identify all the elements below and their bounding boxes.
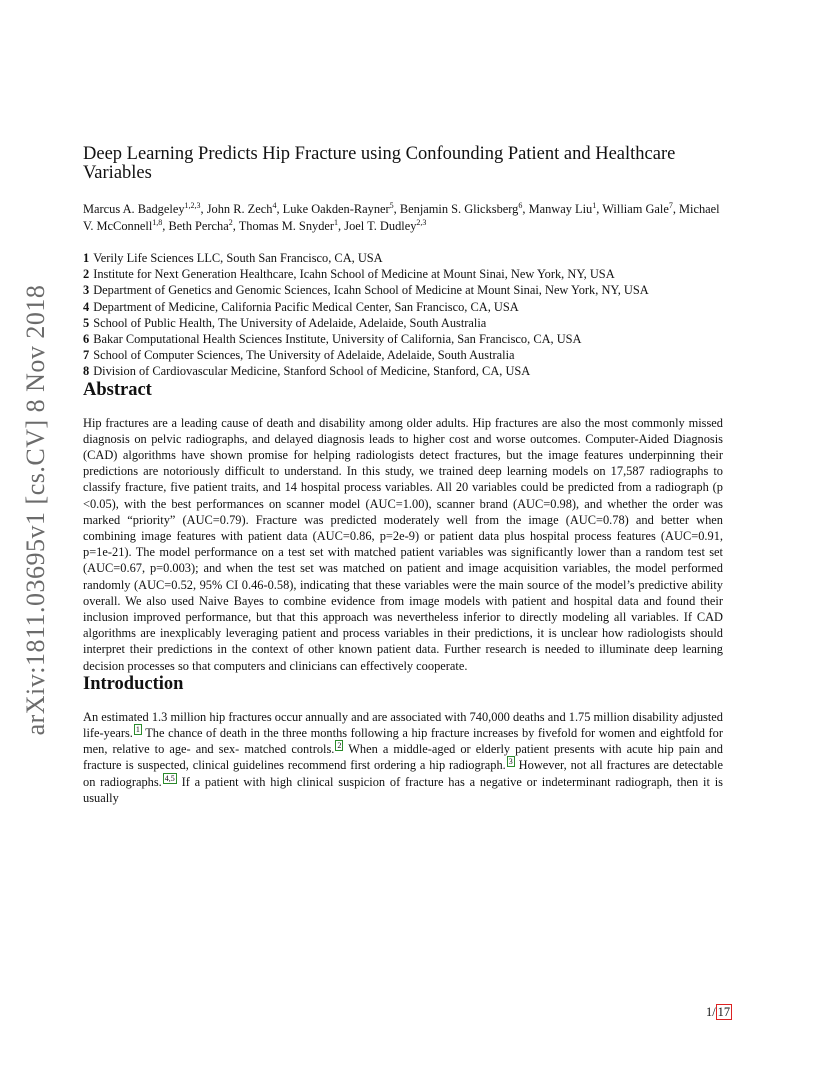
affiliation-item xyxy=(83,315,723,331)
author-name: William Gale xyxy=(602,202,669,216)
affiliation-number: 1 xyxy=(83,251,90,265)
author-name: Joel T. Dudley xyxy=(344,219,417,233)
author-affiliation-marker: 1 xyxy=(334,217,339,227)
citation-link[interactable]: 4,5 xyxy=(164,773,175,783)
affiliation-number: 6 xyxy=(83,332,90,347)
affiliation-text: Department of Medicine, California Pacific Medical Center, San Francisco, CA, USA xyxy=(93,299,519,314)
author-name: John R. Zech xyxy=(206,202,273,216)
affiliation-item xyxy=(83,266,723,282)
page-current: 1 xyxy=(706,1005,713,1019)
introduction-heading: Introduction xyxy=(83,673,184,694)
affiliation-number: 3 xyxy=(83,283,90,298)
abstract-text: Hip fractures are a leading cause of death and disability among older adults. Hip fractures are also the most commonly missed diagnosis on pelvic radiographs, and delayed diagnosis leads to higher cost and worse outcomes. Computer-Aided Diagnosis (CAD) algorithms have shown promise for helping radiologists detect fractures, but the image features underpinning their predictions are notoriously difficult to understand. In this study, we trained deep learning models on 17,587 radiographs to classify fracture, five patient traits, and 14 hospital process variables. All 20 variables could be predicted from a radiograph (p <0.05), with the best performances on scanner model (AUC=1.00), scanner brand (AUC=0.98), and whether the order was marked “priority” (AUC=0.79). Fracture was predicted moderately well from the image (AUC=0.78) and better when combining image features with patient data (AUC=0.86, p=2e-9) or patient data plus hospital process features (AUC=0.91, p=1e-21). The model performance on a test set with matched patient variables was significantly lower than a random test set (AUC=0.67, p=0.003); and when the test set was matched on patient and image acquisition variables, the model performed randomly (AUC=0.52, 95% CI 0.46-0.58), indicating that these variables were the main source of the model’s predictive ability overall. We also used Naive Bayes to combine evidence from image models with patient and hospital data and found their inclusion improved performance, but that this approach was nevertheless inferior to directly modeling all variables. If CAD algorithms are inexplicably leveraging patient and process variables in their predictions, it is unclear how radiologists should interpret their predictions in the context of other known patient data. Further research is needed to illuminate deep learning decision processes so that computers and clinicians can effectively cooperate. xyxy=(83,415,723,673)
author-affiliation-marker: 6 xyxy=(518,200,523,210)
author-name: Beth Percha xyxy=(168,219,229,233)
citation-link[interactable]: 1 xyxy=(135,724,140,734)
citation-link[interactable]: 3 xyxy=(508,757,513,767)
author-name: Manway Liu xyxy=(528,202,593,216)
affiliation-text: Department of Genetics and Genomic Sciences, Icahn School of Medicine at Mount Sinai, New York, NY, USA xyxy=(93,283,649,298)
paper-title: Deep Learning Predicts Hip Fracture using Confounding Patient and Healthcare Variables xyxy=(83,144,676,183)
affiliation-item xyxy=(83,299,723,315)
affiliation-text: School of Computer Sciences, The University of Adelaide, Adelaide, South Australia xyxy=(93,348,515,363)
author-name: Michael V. McConnell xyxy=(83,202,720,233)
affiliation-text: Division of Cardiovascular Medicine, Stanford School of Medicine, Stanford, CA, USA xyxy=(93,364,531,379)
citation-link[interactable]: 2 xyxy=(337,741,342,751)
affiliation-number: 2 xyxy=(83,267,90,282)
author-affiliation-marker: 1 xyxy=(592,200,597,210)
affiliation-number: 4 xyxy=(83,299,90,314)
affiliation-item xyxy=(83,331,723,347)
affiliation-number: 7 xyxy=(83,348,90,363)
page-total-link[interactable]: 17 xyxy=(717,1005,731,1019)
page-number: 1/ 17 xyxy=(706,1005,731,1019)
author-affiliation-marker: 5 xyxy=(389,200,394,210)
author-name: Thomas M. Snyder xyxy=(238,219,335,233)
abstract-heading: Abstract xyxy=(83,379,152,400)
author-name: Luke Oakden-Rayner xyxy=(282,202,390,216)
author-affiliation-marker: 1,8 xyxy=(152,217,163,227)
author-affiliation-marker: 7 xyxy=(668,200,673,210)
affiliation-number: 8 xyxy=(83,364,90,379)
affiliation-text: School of Public Health, The University of Adelaide, Adelaide, South Australia xyxy=(93,315,487,330)
introduction-text: An estimated 1.3 million hip fractures occur annually and are associated with 740,000 deaths and 1.75 million disability adjusted life-years. $^1$ The chance of death in the three months following a hip fracture increases by fivefold for women and eightfold for men, relative to age- and sex- matched controls. $^2$ When a middle-aged or elderly patient presents with acute hip pain and fracture is suspected, clinical guidelines recommend first ordering a hip radiograph. $^3$ However, not all fractures are detectable on radiographs. $^{4,5}$ If a patient with high clinical suspicion of fracture has a negative or indeterminant radiograph, then it is usually xyxy=(83,709,723,805)
affiliation-number: 5 xyxy=(83,315,90,330)
affiliation-item xyxy=(83,250,723,266)
arxiv-identifier[interactable]: arXiv:1811.03695v1 [cs.CV] 8 Nov 2018 xyxy=(21,284,50,736)
author-name: Benjamin S. Glicksberg xyxy=(399,202,519,216)
affiliation-item xyxy=(83,347,723,363)
affiliation-text: Bakar Computational Health Sciences Institute, University of California, San Francisco, CA, USA xyxy=(93,332,582,347)
author-name: Marcus A. Badgeley xyxy=(83,202,185,216)
paper-content xyxy=(83,145,723,806)
author-affiliation-marker: 1,2,3 xyxy=(184,200,201,210)
affiliation-item xyxy=(83,282,723,298)
author-affiliation-marker: 2,3 xyxy=(416,217,427,227)
affiliation-text: Verily Life Sciences LLC, South San Francisco, CA, USA xyxy=(93,251,383,265)
affiliation-list xyxy=(83,250,723,380)
author-affiliation-marker: 4 xyxy=(272,200,277,210)
author-affiliation-marker: 2 xyxy=(228,217,233,227)
affiliation-item xyxy=(83,363,723,379)
author-list: Marcus A. Badgeley$^{1,2,3}$, John R. Zech$^4$, Luke Oakden-Rayner$^5$, Benjamin S. Glicksberg$^6$, Manway Liu$^1$, William Gale$^7$, Michael V. McConnell$^{1,8}$, Beth Percha$^2$, Thomas M. Snyder$^1$, Joel T. Dudley$^{2,3}$ xyxy=(83,200,720,233)
affiliation-text: Institute for Next Generation Healthcare, Icahn School of Medicine at Mount Sinai, New York, NY, USA xyxy=(93,267,615,282)
